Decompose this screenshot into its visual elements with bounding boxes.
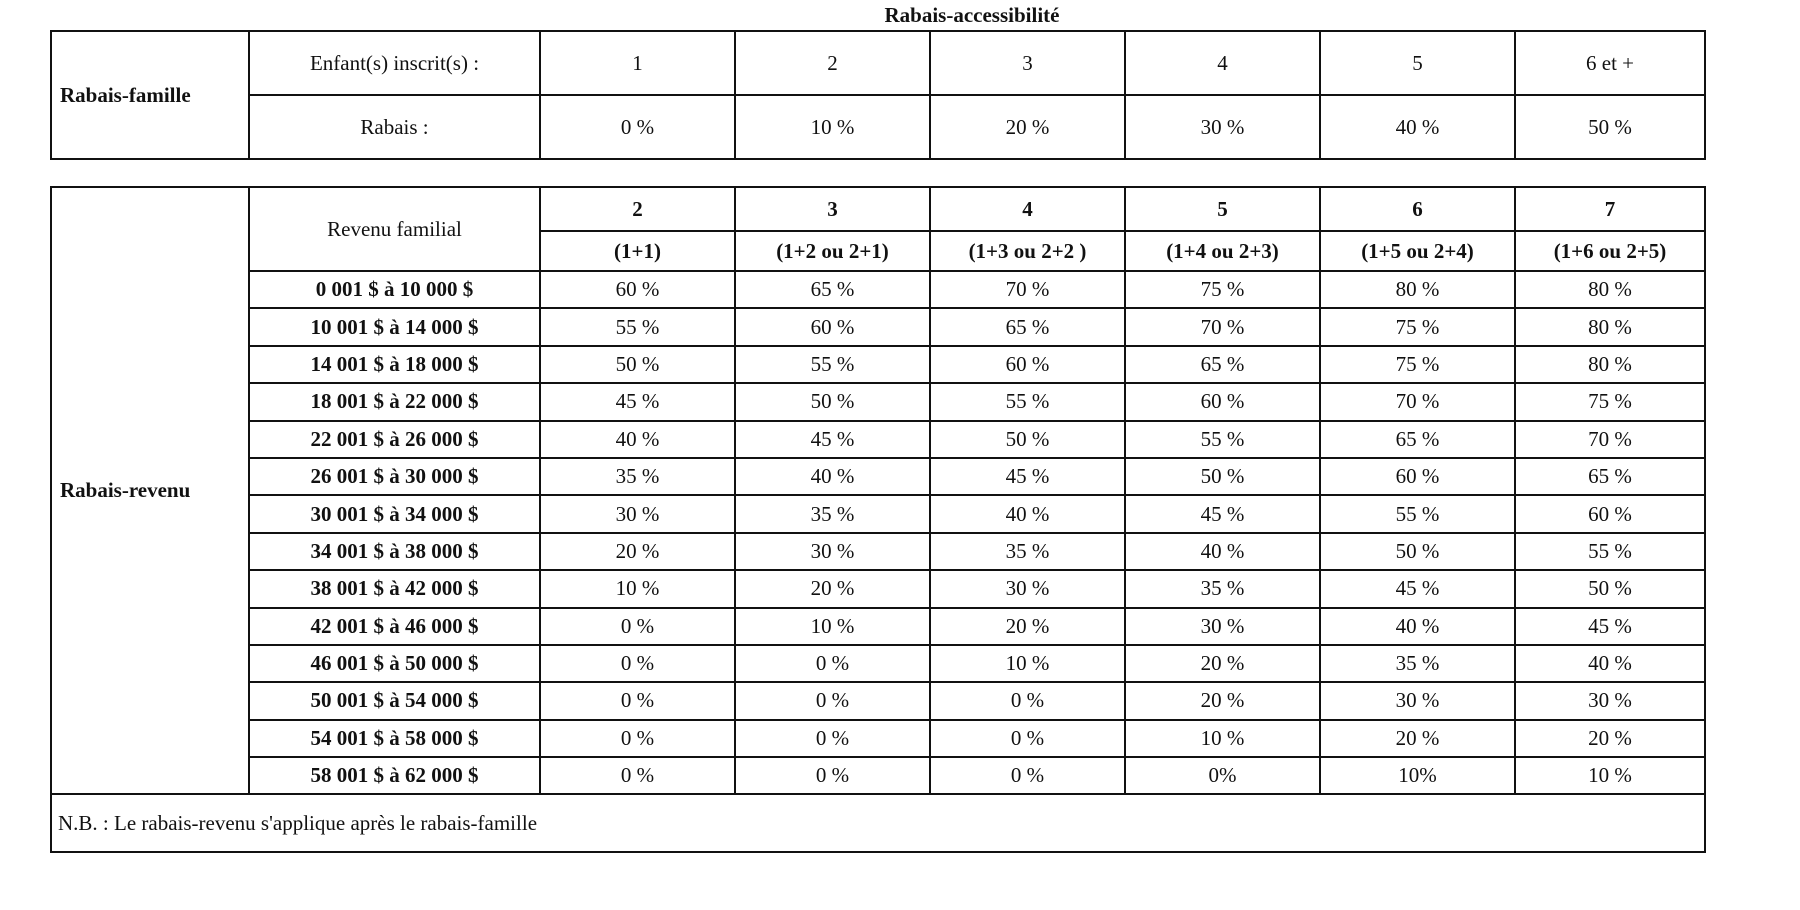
discount-cell: 0 %	[540, 682, 735, 719]
discount-cell: 0 %	[930, 757, 1125, 794]
discount-cell: 0 %	[735, 645, 930, 682]
discount-cell: 45 %	[1515, 608, 1705, 645]
discount-cell: 50 %	[930, 421, 1125, 458]
discount-cell: 50 %	[1515, 570, 1705, 607]
discount-cell: 45 %	[540, 383, 735, 420]
discount-cell: 0 %	[540, 608, 735, 645]
discount-cell: 30 %	[1515, 682, 1705, 719]
rabais-revenu-label: Rabais-revenu	[51, 187, 249, 794]
table-row	[51, 533, 1705, 570]
discount-cell: 0 %	[735, 720, 930, 757]
discount-cell: 0 %	[735, 757, 930, 794]
discount-cell: 80 %	[1515, 346, 1705, 383]
rabais-cell: 40 %	[1320, 95, 1515, 159]
table-row	[51, 346, 1705, 383]
discount-cell: 45 %	[1125, 495, 1320, 532]
income-range-cell: 34 001 $ à 38 000 $	[249, 533, 540, 570]
discount-cell: 55 %	[1320, 495, 1515, 532]
table-row	[51, 421, 1705, 458]
income-range-cell: 50 001 $ à 54 000 $	[249, 682, 540, 719]
discount-cell: 30 %	[930, 570, 1125, 607]
discount-cell: 40 %	[735, 458, 930, 495]
discount-cell: 0 %	[540, 720, 735, 757]
discount-cell: 55 %	[1515, 533, 1705, 570]
discount-cell: 35 %	[930, 533, 1125, 570]
discount-cell: 10 %	[930, 645, 1125, 682]
discount-cell: 30 %	[1125, 608, 1320, 645]
rabais-label: Rabais :	[249, 95, 540, 159]
discount-cell: 40 %	[1125, 533, 1320, 570]
discount-cell: 35 %	[1125, 570, 1320, 607]
discount-cell: 80 %	[1515, 308, 1705, 345]
discount-cell: 60 %	[1125, 383, 1320, 420]
discount-cell: 20 %	[540, 533, 735, 570]
rabais-cell: 10 %	[735, 95, 930, 159]
column-count-header: 3	[735, 187, 930, 231]
discount-cell: 55 %	[735, 346, 930, 383]
discount-cell: 30 %	[540, 495, 735, 532]
discount-cell: 20 %	[1320, 720, 1515, 757]
table-row	[51, 757, 1705, 794]
discount-cell: 60 %	[1515, 495, 1705, 532]
column-combo-header: (1+1)	[540, 231, 735, 271]
discount-cell: 35 %	[735, 495, 930, 532]
discount-cell: 80 %	[1515, 271, 1705, 308]
income-range-cell: 30 001 $ à 34 000 $	[249, 495, 540, 532]
income-range-cell: 0 001 $ à 10 000 $	[249, 271, 540, 308]
discount-cell: 75 %	[1320, 308, 1515, 345]
discount-cell: 75 %	[1515, 383, 1705, 420]
enfants-cell: 6 et +	[1515, 31, 1705, 95]
rabais-cell: 20 %	[930, 95, 1125, 159]
discount-cell: 40 %	[1515, 645, 1705, 682]
discount-cell: 20 %	[1125, 682, 1320, 719]
famille-row-rabais	[51, 95, 1705, 159]
table-row	[51, 495, 1705, 532]
discount-cell: 10 %	[1125, 720, 1320, 757]
table-row	[51, 308, 1705, 345]
discount-cell: 70 %	[1515, 421, 1705, 458]
rabais-famille-label: Rabais-famille	[51, 31, 249, 159]
discount-cell: 20 %	[1125, 645, 1320, 682]
discount-cell: 55 %	[540, 308, 735, 345]
rabais-cell: 0 %	[540, 95, 735, 159]
enfants-cell: 3	[930, 31, 1125, 95]
column-count-header: 6	[1320, 187, 1515, 231]
note-row	[51, 794, 1705, 852]
discount-cell: 50 %	[1320, 533, 1515, 570]
discount-cell: 10%	[1320, 757, 1515, 794]
discount-cell: 10 %	[540, 570, 735, 607]
table-row	[51, 682, 1705, 719]
discount-cell: 70 %	[1320, 383, 1515, 420]
discount-cell: 40 %	[930, 495, 1125, 532]
table-row	[51, 720, 1705, 757]
rabais-revenu-table	[50, 186, 1706, 853]
discount-cell: 55 %	[1125, 421, 1320, 458]
table-row	[51, 383, 1705, 420]
discount-cell: 60 %	[735, 308, 930, 345]
column-count-header: 7	[1515, 187, 1705, 231]
table-row	[51, 271, 1705, 308]
income-range-cell: 18 001 $ à 22 000 $	[249, 383, 540, 420]
table-row	[51, 645, 1705, 682]
income-range-cell: 46 001 $ à 50 000 $	[249, 645, 540, 682]
column-combo-header: (1+4 ou 2+3)	[1125, 231, 1320, 271]
column-combo-header: (1+6 ou 2+5)	[1515, 231, 1705, 271]
document-title	[0, 3, 1800, 28]
revenu-header-count-row	[51, 187, 1705, 231]
discount-cell: 70 %	[930, 271, 1125, 308]
discount-cell: 20 %	[930, 608, 1125, 645]
income-range-cell: 14 001 $ à 18 000 $	[249, 346, 540, 383]
discount-cell: 45 %	[1320, 570, 1515, 607]
income-range-cell: 42 001 $ à 46 000 $	[249, 608, 540, 645]
discount-cell: 0 %	[930, 720, 1125, 757]
column-count-header: 2	[540, 187, 735, 231]
discount-cell: 40 %	[540, 421, 735, 458]
enfants-cell: 2	[735, 31, 930, 95]
discount-cell: 50 %	[540, 346, 735, 383]
discount-cell: 10 %	[1515, 757, 1705, 794]
document-title-text: Rabais-accessibilité	[884, 3, 1060, 27]
note-text: N.B. : Le rabais-revenu s'applique après le rabais-famille	[51, 794, 1705, 852]
income-range-cell: 22 001 $ à 26 000 $	[249, 421, 540, 458]
discount-cell: 20 %	[735, 570, 930, 607]
discount-cell: 80 %	[1320, 271, 1515, 308]
discount-cell: 0 %	[735, 682, 930, 719]
discount-cell: 75 %	[1125, 271, 1320, 308]
discount-cell: 65 %	[1125, 346, 1320, 383]
discount-cell: 0 %	[540, 757, 735, 794]
enfants-cell: 5	[1320, 31, 1515, 95]
rabais-cell: 30 %	[1125, 95, 1320, 159]
discount-cell: 30 %	[1320, 682, 1515, 719]
discount-cell: 50 %	[1125, 458, 1320, 495]
column-count-header: 4	[930, 187, 1125, 231]
discount-cell: 70 %	[1125, 308, 1320, 345]
discount-cell: 65 %	[735, 271, 930, 308]
column-combo-header: (1+5 ou 2+4)	[1320, 231, 1515, 271]
discount-cell: 30 %	[735, 533, 930, 570]
discount-cell: 0 %	[930, 682, 1125, 719]
enfants-cell: 4	[1125, 31, 1320, 95]
discount-cell: 60 %	[540, 271, 735, 308]
enfants-cell: 1	[540, 31, 735, 95]
discount-cell: 0%	[1125, 757, 1320, 794]
discount-cell: 35 %	[540, 458, 735, 495]
table-row	[51, 570, 1705, 607]
column-combo-header: (1+3 ou 2+2 )	[930, 231, 1125, 271]
famille-row-enfants	[51, 31, 1705, 95]
discount-cell: 40 %	[1320, 608, 1515, 645]
column-combo-header: (1+2 ou 2+1)	[735, 231, 930, 271]
discount-cell: 65 %	[930, 308, 1125, 345]
table-row	[51, 608, 1705, 645]
discount-cell: 60 %	[1320, 458, 1515, 495]
income-range-cell: 26 001 $ à 30 000 $	[249, 458, 540, 495]
discount-cell: 50 %	[735, 383, 930, 420]
rabais-cell: 50 %	[1515, 95, 1705, 159]
table-row	[51, 458, 1705, 495]
discount-cell: 20 %	[1515, 720, 1705, 757]
discount-cell: 55 %	[930, 383, 1125, 420]
discount-cell: 60 %	[930, 346, 1125, 383]
discount-cell: 75 %	[1320, 346, 1515, 383]
income-range-cell: 54 001 $ à 58 000 $	[249, 720, 540, 757]
discount-cell: 65 %	[1515, 458, 1705, 495]
income-range-cell: 58 001 $ à 62 000 $	[249, 757, 540, 794]
discount-cell: 45 %	[930, 458, 1125, 495]
enfants-label: Enfant(s) inscrit(s) :	[249, 31, 540, 95]
discount-cell: 45 %	[735, 421, 930, 458]
discount-cell: 10 %	[735, 608, 930, 645]
discount-cell: 0 %	[540, 645, 735, 682]
discount-cell: 65 %	[1320, 421, 1515, 458]
discount-cell: 35 %	[1320, 645, 1515, 682]
column-count-header: 5	[1125, 187, 1320, 231]
rabais-famille-table	[50, 30, 1706, 160]
income-range-cell: 38 001 $ à 42 000 $	[249, 570, 540, 607]
income-range-cell: 10 001 $ à 14 000 $	[249, 308, 540, 345]
revenu-familial-header: Revenu familial	[249, 187, 540, 271]
